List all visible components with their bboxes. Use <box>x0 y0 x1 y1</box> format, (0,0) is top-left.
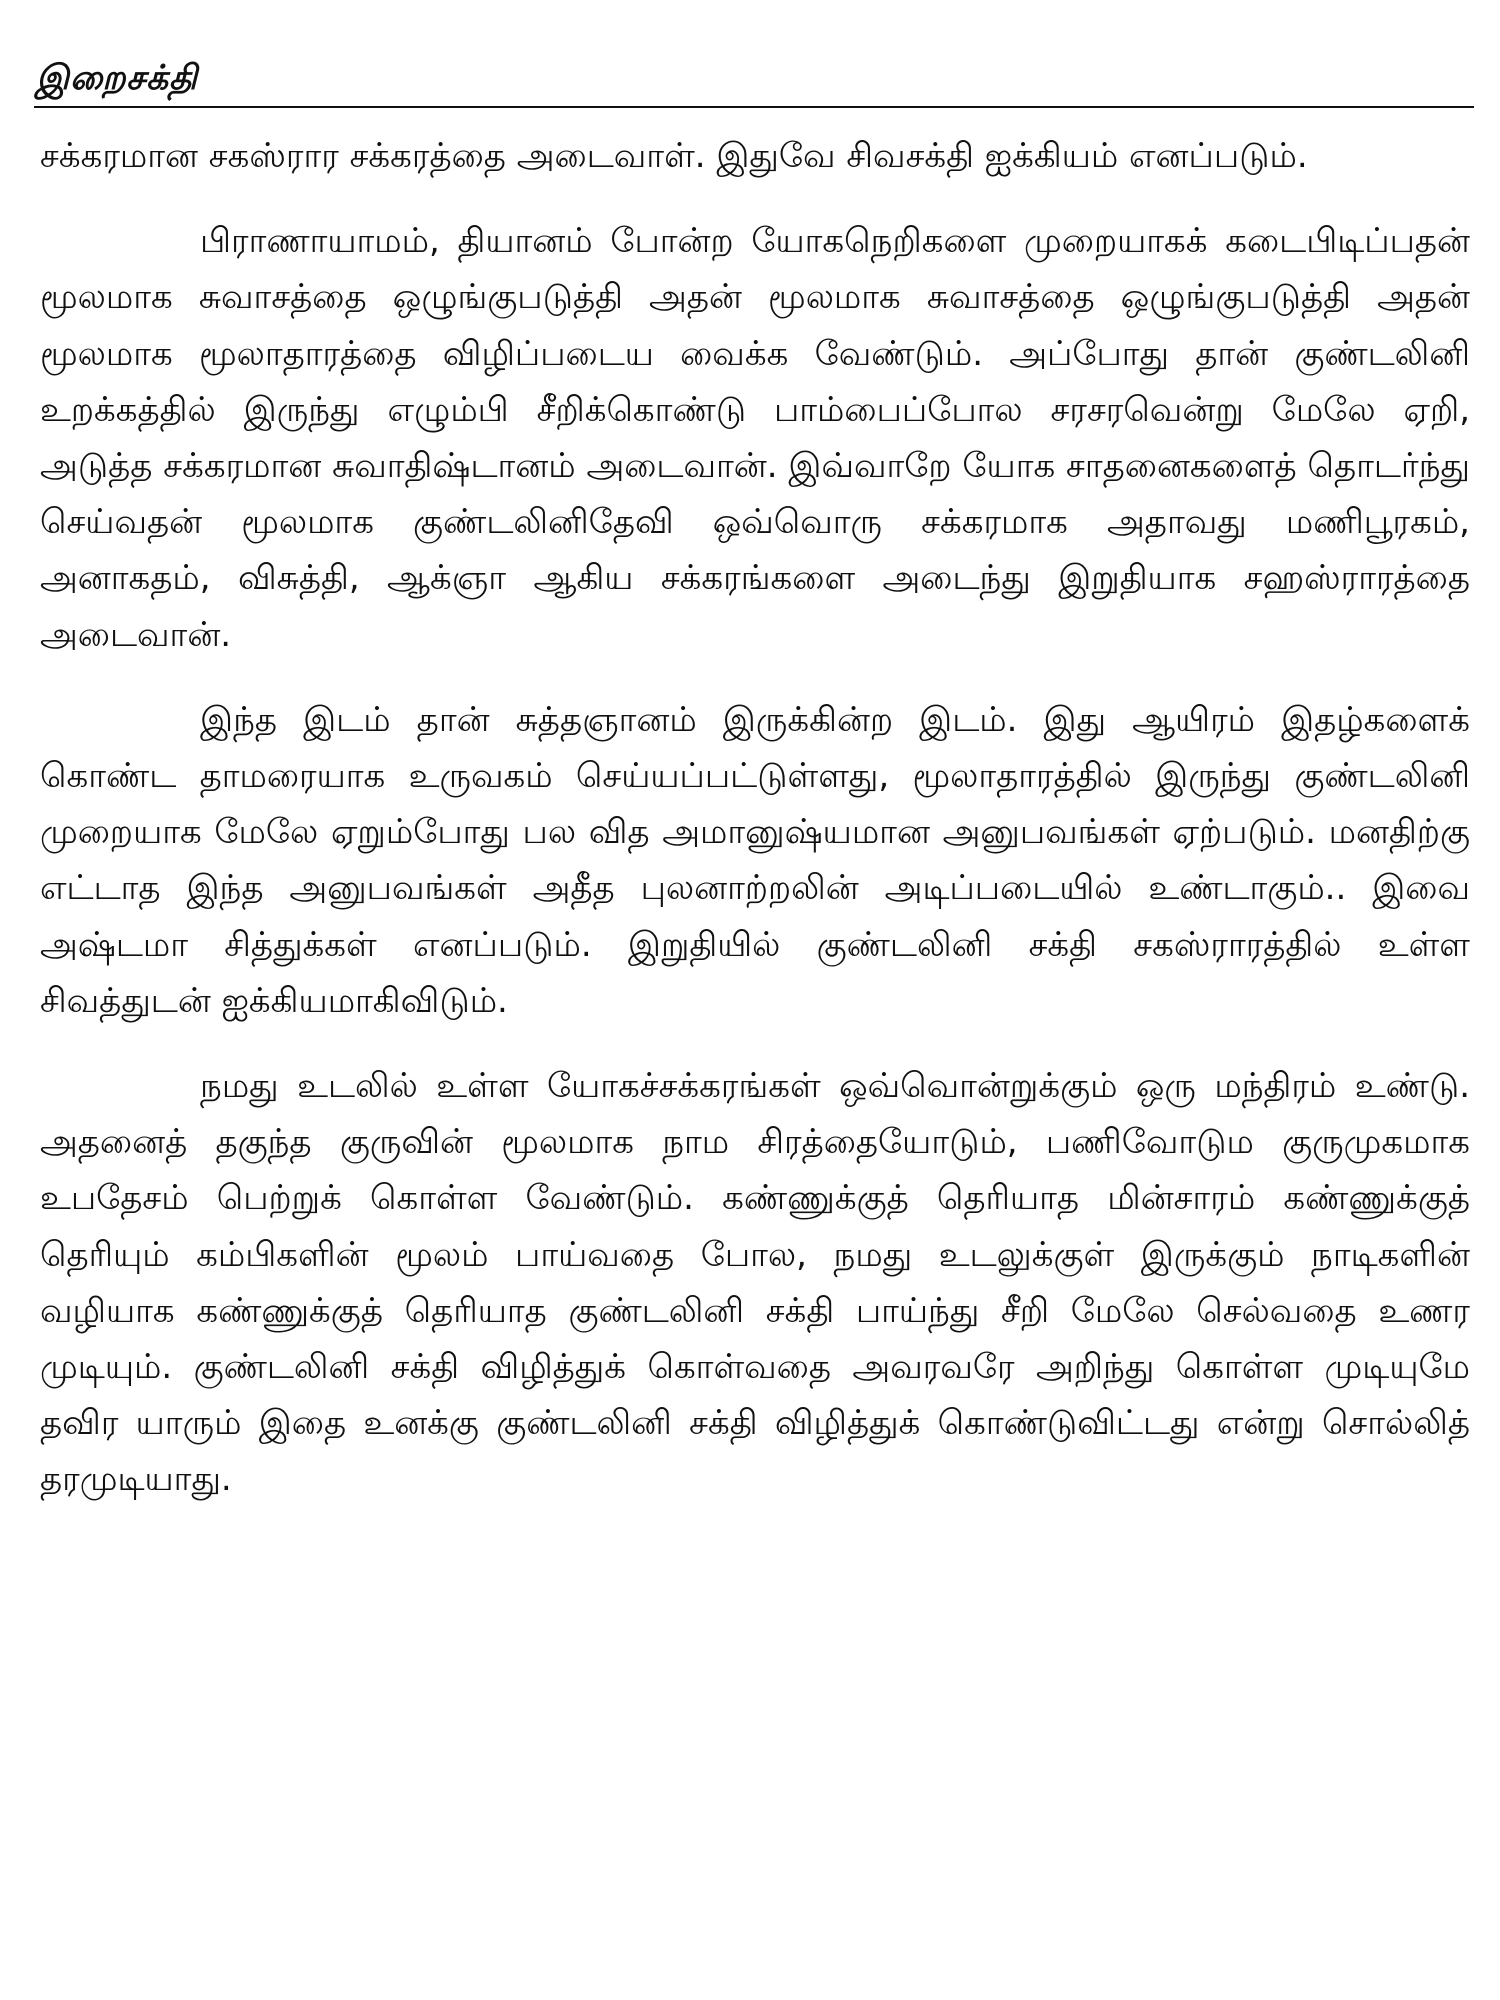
paragraph-pranayama: பிராணாயாமம், தியானம் போன்ற யோகநெறிகளை முறையாகக் கடைபிடிப்பதன் மூலமாக சுவாசத்தை ஒழுங்குபடுத்தி அதன் மூலமாக சுவாசத்தை ஒழுங்குபடுத்தி அதன் மூலமாக மூலாதாரத்தை விழிப்படைய வைக்க வேண்டும். அப்போது தான் குண்டலினி உறக்கத்தில் இருந்து எழும்பி சீறிக்கொண்டு பாம்பைப்போல சரசரவென்று மேலே ஏறி, அடுத்த சக்கரமான சுவாதிஷ்டானம் அடைவான். இவ்வாறே யோக சாதனைகளைத் தொடர்ந்து செய்வதன் மூலமாக குண்டலினிதேவி ஒவ்வொரு சக்கரமாக அதாவது மணிபூரகம், அனாகதம், விசுத்தி, ஆக்ஞா ஆகிய சக்கரங்களை அடைந்து இறுதியாக சஹஸ்ராரத்தை அடைவான். <box>40 221 1470 655</box>
page-body <box>40 128 1470 1537</box>
header-divider <box>34 106 1474 108</box>
running-header-title: இறைசக்தி <box>36 58 198 98</box>
paragraph-sahasrara: இந்த இடம் தான் சுத்தஞானம் இருக்கின்ற இடம். இது ஆயிரம் இதழ்களைக் கொண்ட தாமரையாக உருவகம் செய்யப்பட்டுள்ளது, மூலாதாரத்தில் இருந்து குண்டலினி முறையாக மேலே ஏறும்போது பல வித அமானுஷ்யமான அனுபவங்கள் ஏற்படும். மனதிற்கு எட்டாத இந்த அனுபவங்கள் அதீத புலனாற்றலின் அடிப்படையில் உண்டாகும்.. இவை அஷ்டமா சித்துக்கள் எனப்படும். இறுதியில் குண்டலினி சக்தி சகஸ்ராரத்தில் உள்ள சிவத்துடன் ஐக்கியமாகிவிடும். <box>40 699 1470 1021</box>
paragraph-mantra: நமது உடலில் உள்ள யோகச்சக்கரங்கள் ஒவ்வொன்றுக்கும் ஒரு மந்திரம் உண்டு. அதனைத் தகுந்த குருவின் மூலமாக நாம சிரத்தையோடும், பணிவோடும குருமுகமாக உபதேசம் பெற்றுக் கொள்ள வேண்டும். கண்ணுக்குத் தெரியாத மின்சாரம் கண்ணுக்குத் தெரியும் கம்பிகளின் மூலம் பாய்வதை போல, நமது உடலுக்குள் இருக்கும் நாடிகளின் வழியாக கண்ணுக்குத் தெரியாத குண்டலினி சக்தி பாய்ந்து சீறி மேலே செல்வதை உணர முடியும். குண்டலினி சக்தி விழித்துக் கொள்வதை அவரவரே அறிந்து கொள்ள முடியுமே தவிர யாரும் இதை உனக்கு குண்டலினி சக்தி விழித்துக் கொண்டுவிட்டது என்று சொல்லித் தரமுடியாது. <box>40 1066 1470 1500</box>
paragraph-continuation: சக்கரமான சகஸ்ரார சக்கரத்தை அடைவாள். இதுவே சிவசக்தி ஐக்கியம் எனப்படும். <box>40 136 1308 176</box>
